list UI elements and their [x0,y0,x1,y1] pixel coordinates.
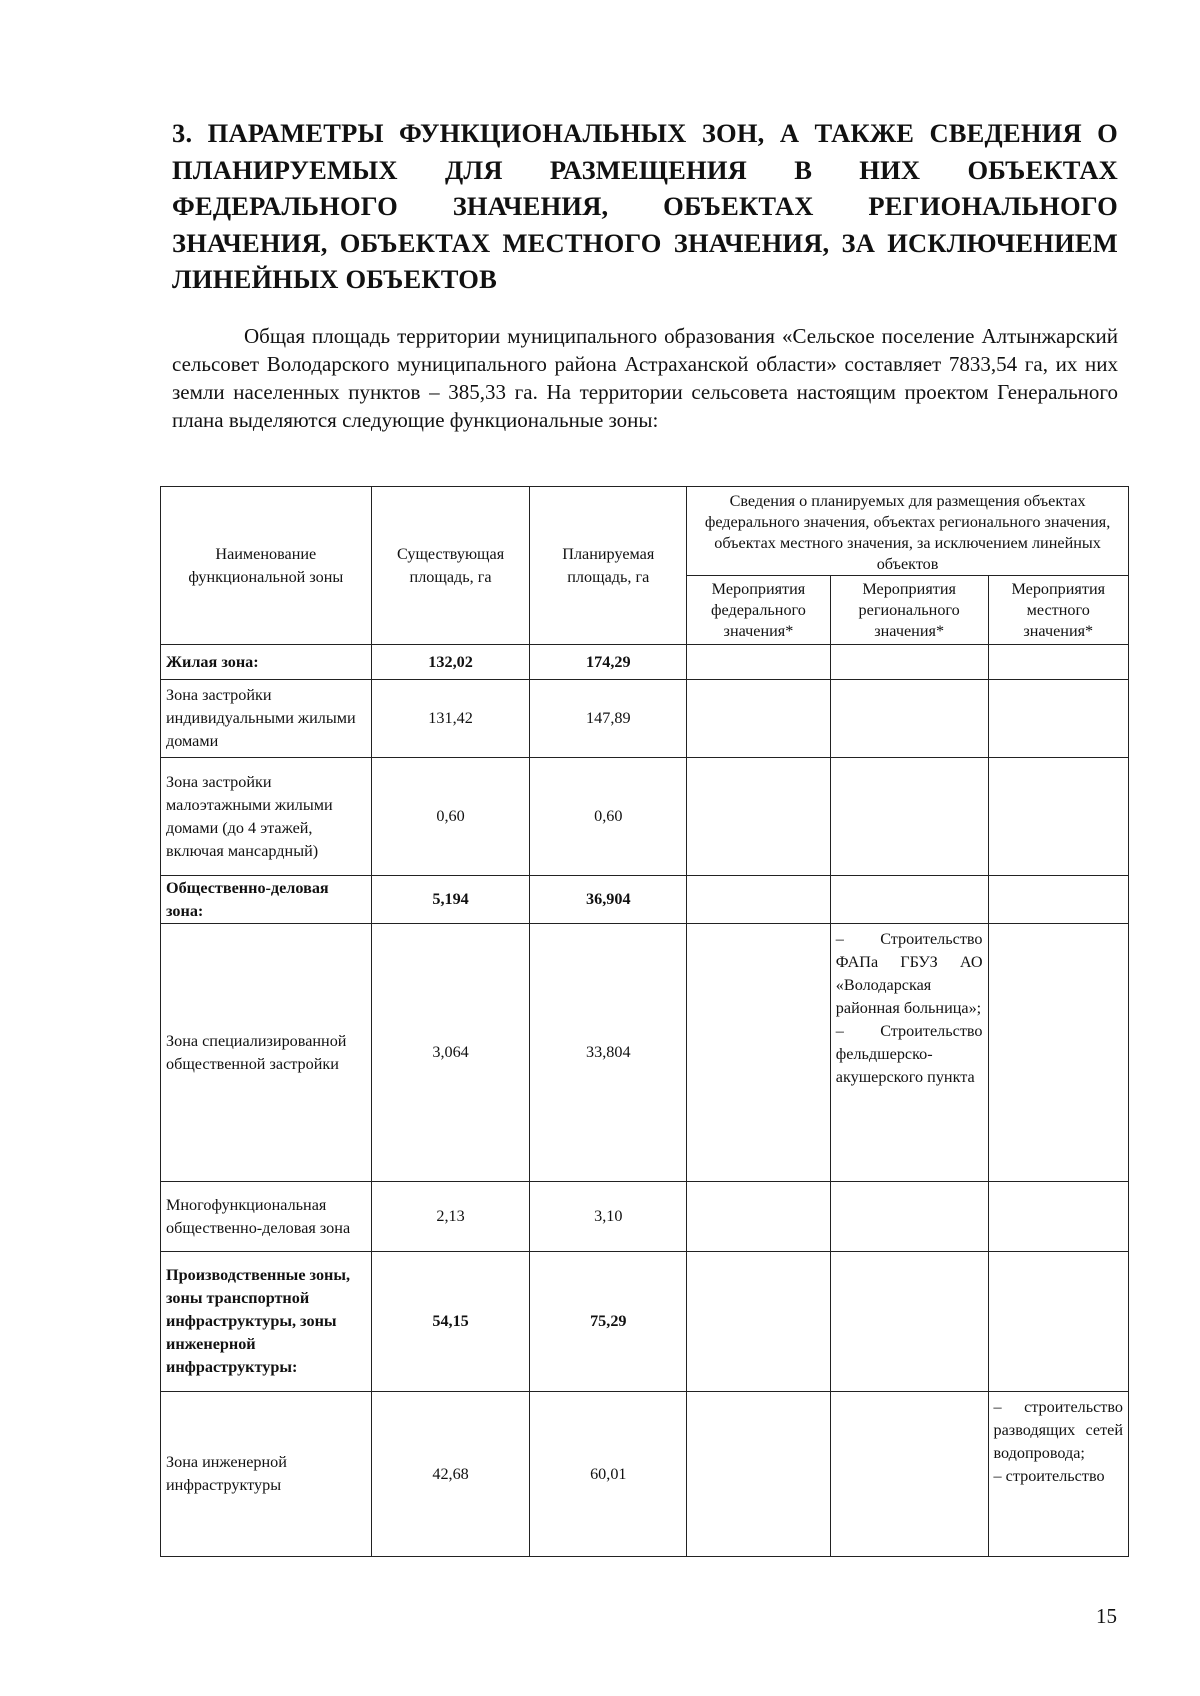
page-number: 15 [1096,1604,1117,1628]
regional-measures [830,1182,988,1252]
header-existing-area: Существующая площадь, га [371,487,530,645]
local-measures [988,1252,1128,1392]
federal-measures [687,1182,831,1252]
table-row [161,1252,1129,1392]
zone-name: Зона специализированной общественной застройки [161,924,372,1182]
local-measures [988,680,1128,758]
federal-measures [687,680,831,758]
existing-area: 132,02 [371,645,530,680]
planned-area: 75,29 [530,1252,687,1392]
zone-name: Многофункциональная общественно-деловая зона [161,1182,372,1252]
regional-measures [830,645,988,680]
local-measures [988,1182,1128,1252]
federal-measures [687,758,831,876]
local-measures [988,645,1128,680]
table-row [161,645,1129,680]
local-measures [988,1392,1128,1557]
header-planned-objects: Сведения о планируемых для размещения объектах федерального значения, объектах регионального значения, объектах местного значения, за исключением линейных объектов [687,487,1129,576]
table-row [161,1182,1129,1252]
existing-area: 3,064 [371,924,530,1182]
table-row [161,1392,1129,1557]
table-row [161,876,1129,924]
federal-measures [687,645,831,680]
header-local-measures: Мероприятия местного значения* [988,576,1128,645]
header-regional-measures: Мероприятия регионального значения* [830,576,988,645]
zone-name: Зона застройки индивидуальными жилыми домами [161,680,372,758]
local-measures [988,758,1128,876]
table-row [161,758,1129,876]
zone-name: Зона инженерной инфраструктуры [161,1392,372,1557]
regional-measures [830,758,988,876]
table-header-row [161,487,1129,576]
existing-area: 54,15 [371,1252,530,1392]
planned-area: 3,10 [530,1182,687,1252]
functional-zones-table [160,486,1129,1557]
regional-measures [830,876,988,924]
table-row [161,680,1129,758]
planned-area: 33,804 [530,924,687,1182]
federal-measures [687,1392,831,1557]
existing-area: 2,13 [371,1182,530,1252]
existing-area: 131,42 [371,680,530,758]
existing-area: 5,194 [371,876,530,924]
zone-name: Зона застройки малоэтажными жилыми домами (до 4 этажей, включая мансардный) [161,758,372,876]
existing-area: 42,68 [371,1392,530,1557]
header-planned-area: Планируемая площадь, га [530,487,687,645]
zone-name: Производственные зоны, зоны транспортной инфраструктуры, зоны инженерной инфраструктуры: [161,1252,372,1392]
federal-measures [687,924,831,1182]
planned-area: 0,60 [530,758,687,876]
regional-measure-item: – Строительство ФАПа ГБУЗ АО «Володарская районная больница»; [835,930,983,1017]
local-measures [988,924,1128,1182]
zone-name: Общественно-деловая зона: [161,876,372,924]
planned-area: 36,904 [530,876,687,924]
section-heading: 3. ПАРАМЕТРЫ ФУНКЦИОНАЛЬНЫХ ЗОН, А ТАКЖЕ СВЕДЕНИЯ О ПЛАНИРУЕМЫХ ДЛЯ РАЗМЕЩЕНИЯ В НИХ ОБЪЕКТАХ ФЕДЕРАЛЬНОГО ЗНАЧЕНИЯ, ОБЪЕКТАХ РЕГИОНАЛЬНОГО ЗНАЧЕНИЯ, ОБЪЕКТАХ МЕСТНОГО ЗНАЧЕНИЯ, ЗА ИСКЛЮЧЕНИЕМ ЛИНЕЙНЫХ ОБЪЕКТОВ [172,118,1118,294]
header-zone-name: Наименование функциональной зоны [161,487,372,645]
regional-measures [830,924,988,1182]
local-measure-item: – строительство [993,1467,1105,1485]
header-federal-measures: Мероприятия федерального значения* [687,576,831,645]
federal-measures [687,1252,831,1392]
regional-measures [830,1392,988,1557]
local-measure-item: – строительство разводящих сетей водопровода; [993,1398,1123,1462]
table-row [161,924,1129,1182]
federal-measures [687,876,831,924]
regional-measure-item: – Строительство фельдшерско-акушерского пункта [835,1022,983,1086]
existing-area: 0,60 [371,758,530,876]
intro-paragraph: Общая площадь территории муниципального образования «Сельское поселение Алтынжарский сельсовет Володарского муниципального района Астраханской области» составляет 7833,54 га, их них земли населенных пунктов – 385,33 га. На территории сельсовета настоящим проектом Генерального плана выделяются следующие функциональные зоны: [172,324,1118,432]
regional-measures [830,1252,988,1392]
local-measures [988,876,1128,924]
planned-area: 174,29 [530,645,687,680]
regional-measures [830,680,988,758]
planned-area: 60,01 [530,1392,687,1557]
planned-area: 147,89 [530,680,687,758]
zone-name: Жилая зона: [161,645,372,680]
